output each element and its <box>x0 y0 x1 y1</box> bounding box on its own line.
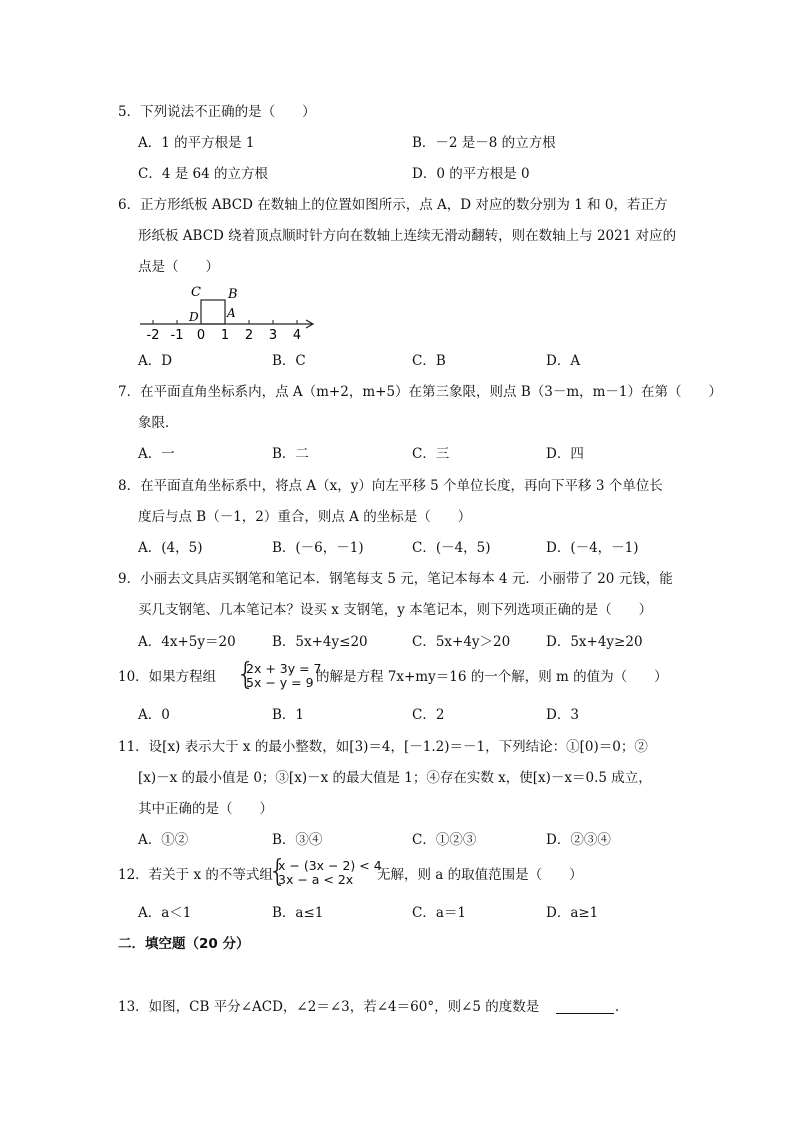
q11-option-b[interactable]: B．③④ <box>272 832 323 848</box>
q10-brace-icon: { <box>236 657 256 692</box>
q5-option-d[interactable]: D．0 的平方根是 0 <box>412 166 530 182</box>
q12-suffix: 无解，则 a 的取值范围是（ ） <box>377 867 583 883</box>
q8-option-d[interactable]: D．(－4，－1) <box>546 540 639 556</box>
q12-brace-icon: { <box>268 854 288 889</box>
q6-stem-line3: 点是（ ） <box>138 259 219 275</box>
q10-equation-2: 5x − y = 9 <box>246 675 314 690</box>
q5-stem: 5．下列说法不正确的是（ ） <box>118 104 316 120</box>
tick-label-1: 1 <box>220 328 230 343</box>
q6-option-d[interactable]: D．A <box>546 353 581 369</box>
q10-option-b[interactable]: B．1 <box>272 707 305 723</box>
q7-option-a[interactable]: A．一 <box>138 446 175 462</box>
q11-stem-line2: [x)－x 的最小值是 0；③[x)－x 的最大值是 1；④存在实数 x，使[x)－x＝0.5 成立， <box>138 770 652 786</box>
q7-option-c[interactable]: C．三 <box>412 446 450 462</box>
q9-option-d[interactable]: D．5x+4y≥20 <box>546 634 643 650</box>
vertex-label-b: B <box>228 287 238 302</box>
q13-tail: ． <box>615 999 629 1015</box>
q6-option-a[interactable]: A．D <box>138 353 173 369</box>
q12-option-c[interactable]: C．a＝1 <box>412 905 466 921</box>
q8-option-b[interactable]: B．(－6，－1) <box>272 540 364 556</box>
q12-option-b[interactable]: B．a≤1 <box>272 905 324 921</box>
q9-option-a[interactable]: A．4x+5y＝20 <box>138 634 236 650</box>
q5-option-b[interactable]: B．－2 是－8 的立方根 <box>412 135 556 151</box>
q12-inequality-2: 3x − a < 2x <box>278 872 354 887</box>
q8-option-c[interactable]: C．(－4，5) <box>412 540 491 556</box>
vertex-label-d: D <box>189 310 199 324</box>
q6-option-c[interactable]: C．B <box>412 353 446 369</box>
q11-stem-line3: 其中正确的是（ ） <box>138 801 273 817</box>
vertex-label-c: C <box>191 285 201 300</box>
q10-prefix: 10．如果方程组 <box>118 669 217 685</box>
q5-option-c[interactable]: C．4 是 64 的立方根 <box>138 166 268 182</box>
q12-option-a[interactable]: A．a＜1 <box>138 905 192 921</box>
q11-stem-line1: 11．设[x) 表示大于 x 的最小整数，如[3)＝4，[－1.2)＝－1，下列结论：①[0)＝0；② <box>118 739 648 755</box>
tick-label-neg2: -2 <box>146 328 160 343</box>
q11-option-d[interactable]: D．②③④ <box>546 832 611 848</box>
q9-option-c[interactable]: C．5x+4y＞20 <box>412 634 511 650</box>
q6-stem-line1: 6．正方形纸板 ABCD 在数轴上的位置如图所示，点 A，D 对应的数分别为 1 和 0，若正方 <box>118 197 668 213</box>
number-line-figure <box>136 282 326 344</box>
q10-suffix: 的解是方程 7x+my＝16 的一个解，则 m 的值为（ ） <box>316 669 668 685</box>
q8-option-a[interactable]: A．(4，5) <box>138 540 203 556</box>
tick-label-2: 2 <box>244 328 254 343</box>
q7-option-b[interactable]: B．二 <box>272 446 309 462</box>
q8-stem-line2: 度后与点 B（－1，2）重合，则点 A 的坐标是（ ） <box>138 509 472 525</box>
tick-label-neg1: -1 <box>170 328 184 343</box>
q9-stem-line1: 9．小丽去文具店买钢笔和笔记本．钢笔每支 5 元，笔记本每本 4 元．小丽带了 20 元钱，能 <box>118 571 673 587</box>
square-abcd <box>201 300 225 324</box>
q9-option-b[interactable]: B．5x+4y≤20 <box>272 634 368 650</box>
q11-option-a[interactable]: A．①② <box>138 832 189 848</box>
q10-equation-system <box>236 657 322 692</box>
q9-stem-line2: 买几支钢笔、几本笔记本？设买 x 支钢笔，y 本笔记本，则下列选项正确的是（ ） <box>138 602 653 618</box>
q13-answer-blank[interactable] <box>556 1013 614 1014</box>
tick-label-4: 4 <box>292 328 302 343</box>
q12-option-d[interactable]: D．a≥1 <box>546 905 599 921</box>
q10-option-c[interactable]: C．2 <box>412 707 445 723</box>
q10-option-a[interactable]: A．0 <box>138 707 170 723</box>
q5-option-a[interactable]: A．1 的平方根是 1 <box>138 135 255 151</box>
q7-stem-line1: 7．在平面直角坐标系内，点 A（m+2，m+5）在第三象限，则点 B（3－m，m－1）在第（ ） <box>118 384 723 400</box>
q10-option-d[interactable]: D．3 <box>546 707 579 723</box>
q6-option-b[interactable]: B．C <box>272 353 306 369</box>
q7-stem-line2: 象限． <box>138 415 179 431</box>
tick-label-3: 3 <box>268 328 278 343</box>
q12-prefix: 12．若关于 x 的不等式组 <box>118 867 273 883</box>
q13-stem: 13．如图，CB 平分∠ACD，∠2＝∠3，若∠4＝60°，则∠5 的度数是 <box>118 999 540 1015</box>
q7-option-d[interactable]: D．四 <box>546 446 584 462</box>
q12-inequality-system <box>268 854 382 889</box>
tick-label-0: 0 <box>196 328 206 343</box>
q12-inequality-1: x − (3x − 2) < 4 <box>278 858 382 873</box>
q8-stem-line1: 8．在平面直角坐标系中，将点 A（x，y）向左平移 5 个单位长度，再向下平移 3 个单位长 <box>118 478 663 494</box>
section-heading-fill-in: 二．填空题（20 分） <box>118 936 250 952</box>
q6-stem-line2: 形纸板 ABCD 绕着顶点顺时针方向在数轴上连续无滑动翻转，则在数轴上与 2021 对应的 <box>138 228 677 244</box>
q11-option-c[interactable]: C．①②③ <box>412 832 477 848</box>
q10-equation-1: 2x + 3y = 7 <box>246 661 322 676</box>
vertex-label-a: A <box>227 306 236 320</box>
